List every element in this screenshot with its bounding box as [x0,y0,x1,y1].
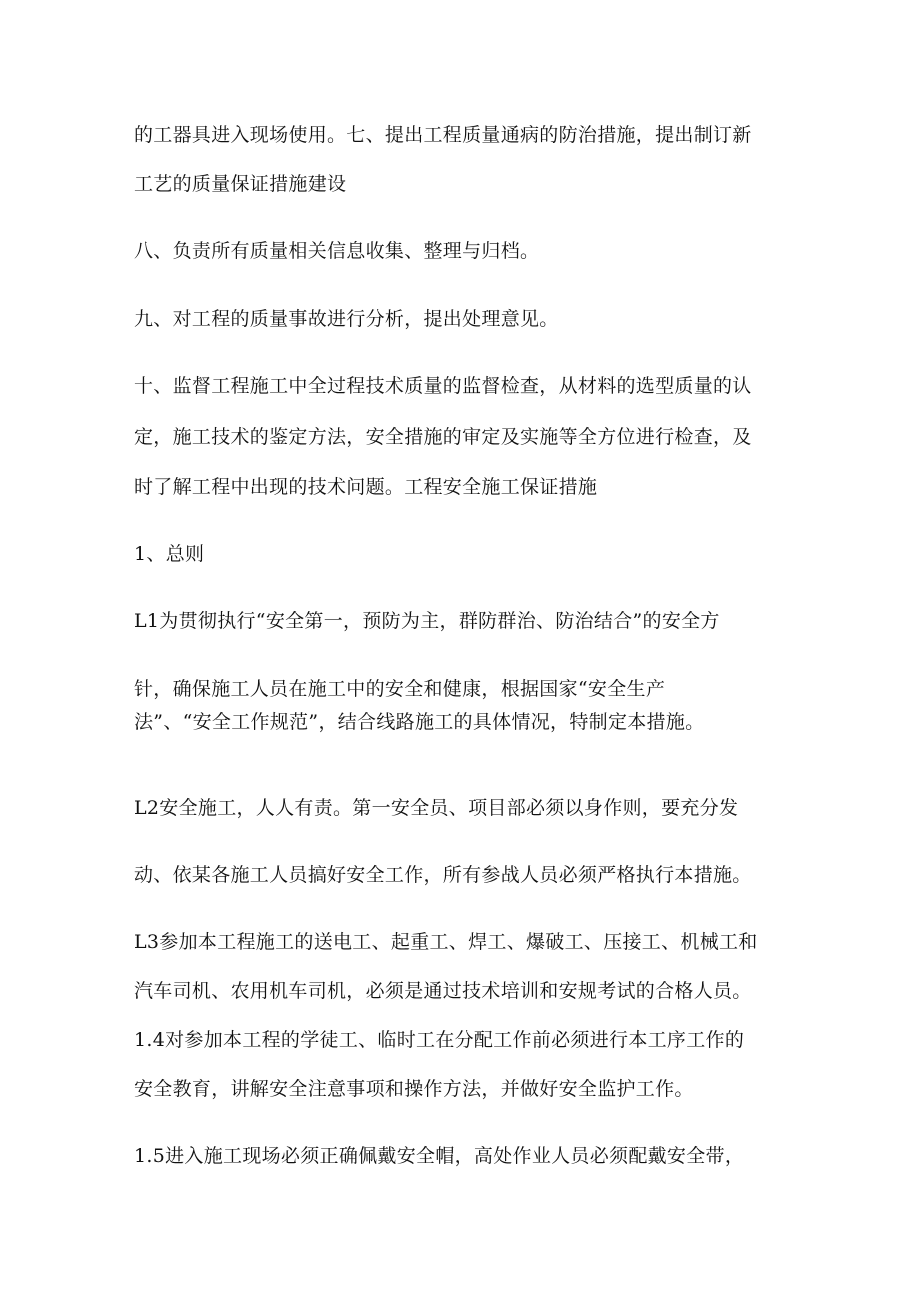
text-line: 针，确保施工人员在施工中的安全和健康，根据国家“安全生产 [134,678,666,700]
text-line: 八、负责所有质量相关信息收集、整理与归档。 [134,240,540,262]
text-line: 法”、“安全工作规范”，结合线路施工的具体情况，特制定本措施。 [134,711,705,733]
text-line: 安全教育，讲解安全注意事项和操作方法，并做好安全监护工作。 [134,1078,694,1100]
text-line: 十、监督工程施工中全过程技术质量的监督检查，从材料的选型质量的认 [134,375,752,397]
text-line: 1.4对参加本工程的学徒工、临时工在分配工作前必须进行本工序工作的 [134,1029,745,1051]
text-line: L3参加本工程施工的送电工、起重工、焊工、爆破工、压接工、机械工和 [134,931,758,953]
text-line: 工艺的质量保证措施建设 [134,173,347,195]
text-line: 1、总则 [134,543,205,565]
text-line: 的工器具进入现场使用。七、提出工程质量通病的防治措施，提出制订新 [134,124,752,146]
text-line: 时了解工程中出现的技术问题。工程安全施工保证措施 [134,476,598,498]
text-line: 动、依某各施工人员搞好安全工作，所有参战人员必须严格执行本措施。 [134,864,752,886]
text-line: 九、对工程的质量事故进行分析，提出处理意见。 [134,308,559,330]
text-line: 1.5进入施工现场必须正确佩戴安全帽，高处作业人员必须配戴安全带， [134,1145,745,1167]
text-line: 定，施工技术的鉴定方法，安全措施的审定及实施等全方位进行检查，及 [134,426,752,448]
text-line: L2安全施工，人人有责。第一安全员、项目部必须以身作则，要充分发 [134,797,739,819]
text-line: 汽车司机、农用机车司机，必须是通过技术培训和安规考试的合格人员。 [134,980,752,1002]
text-line: L1为贯彻执行“安全第一，预防为主，群防群治、防治结合”的安全方 [134,610,720,632]
